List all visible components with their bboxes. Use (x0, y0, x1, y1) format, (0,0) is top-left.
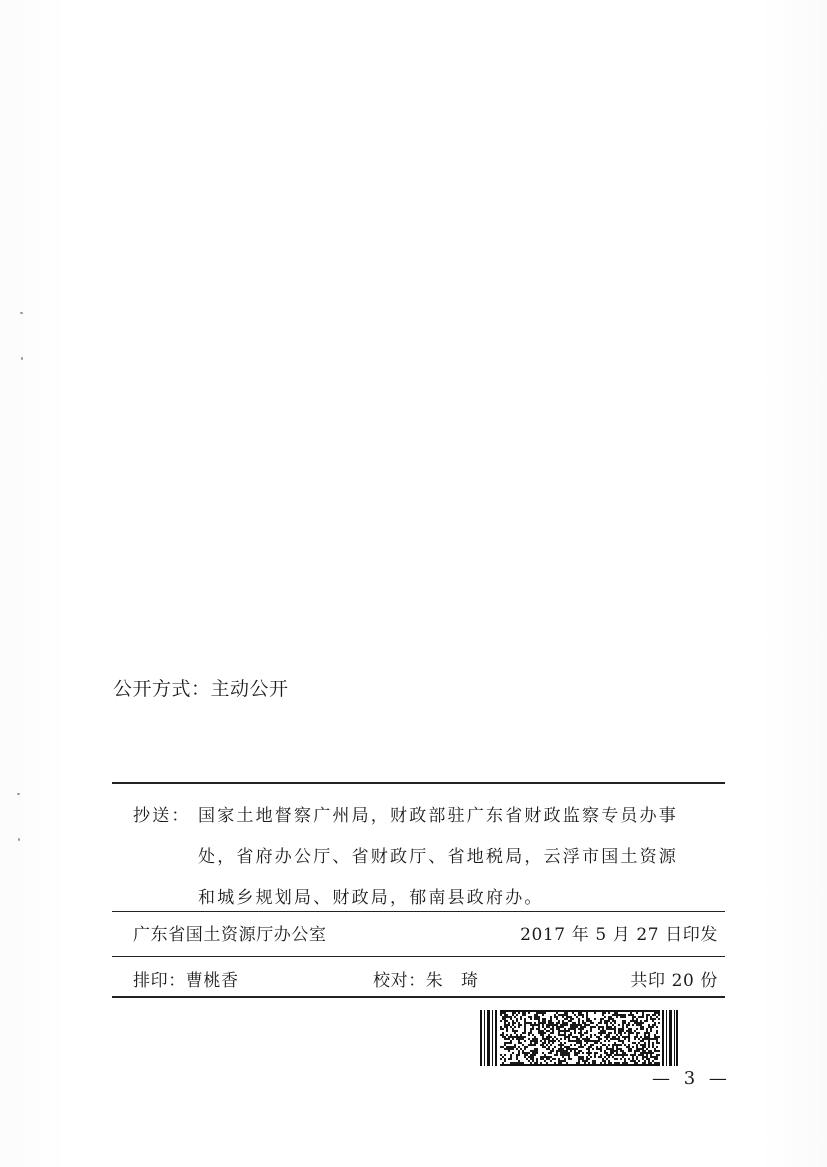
page-number: — 3 — (652, 1068, 731, 1089)
scan-speck (17, 793, 20, 795)
copy-count: 共印 20 份 (630, 971, 718, 991)
scan-speck (21, 357, 23, 360)
proofreader: 校对：朱 琦 (373, 971, 479, 991)
cc-section (133, 796, 678, 919)
bottom-rule (112, 996, 725, 998)
issuer-top-rule (112, 911, 725, 912)
cc-line (133, 878, 678, 919)
barcode-image (480, 1010, 678, 1066)
issuer-line (133, 920, 718, 945)
cc-recipients-line: 和城乡规划局、财政局，郁南县政府办。 (198, 888, 544, 908)
disclosure-method: 公开方式：主动公开 (113, 678, 289, 700)
scan-speck (20, 312, 23, 314)
staff-line (133, 966, 718, 991)
cc-indent (133, 878, 198, 919)
cc-label: 抄送： (133, 806, 191, 826)
scan-speck (18, 838, 20, 841)
cc-line (133, 796, 678, 837)
cc-recipients-line: 处，省府办公厅、省财政厅、省地税局，云浮市国土资源 (198, 847, 678, 867)
staff-top-rule (112, 956, 725, 957)
issuing-office: 广东省国土资源厅办公室 (133, 925, 327, 945)
cc-recipients-line: 国家土地督察广州局，财政部驻广东省财政监察专员办事 (198, 806, 678, 826)
typist: 排印：曹桃香 (133, 971, 239, 991)
cc-top-rule (112, 782, 725, 784)
issue-date: 2017 年 5 月 27 日印发 (520, 925, 718, 945)
cc-line (133, 837, 678, 878)
cc-indent (133, 837, 198, 878)
